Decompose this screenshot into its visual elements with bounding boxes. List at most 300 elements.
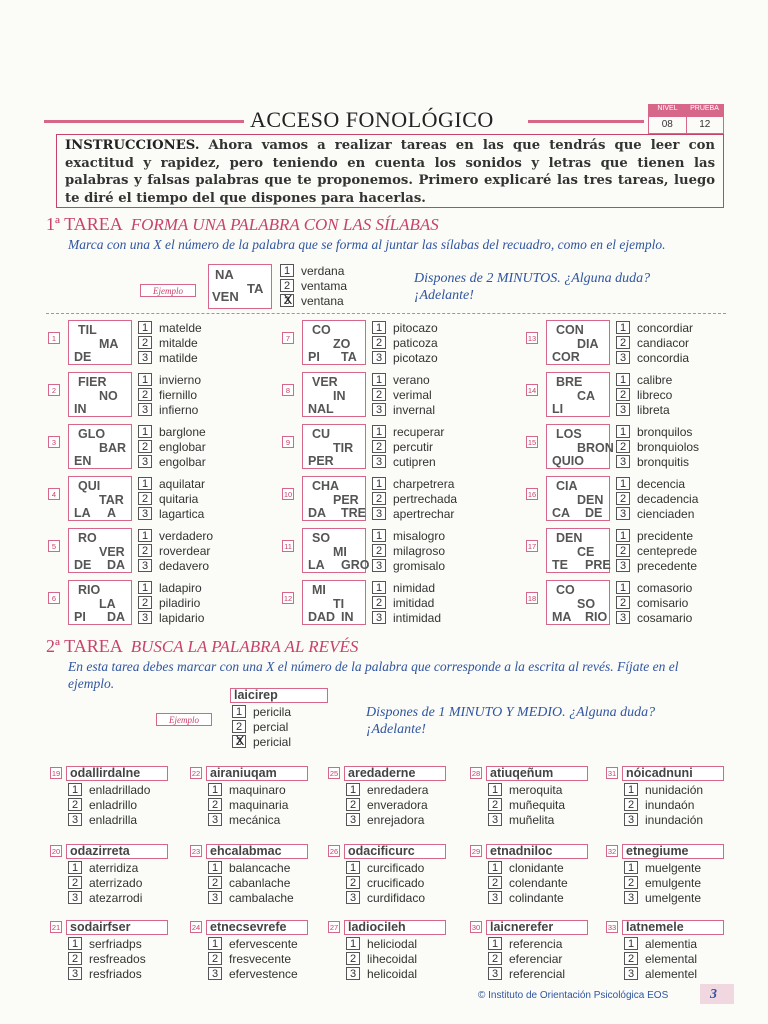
answer-option[interactable] <box>346 812 424 827</box>
answer-option[interactable] <box>624 860 701 875</box>
page-title: ACCESO FONOLÓGICO <box>250 107 494 132</box>
option-checkbox[interactable]: 2 <box>624 798 638 811</box>
option-checkbox[interactable]: 2 <box>138 388 152 401</box>
option-text: clonidante <box>509 860 564 875</box>
answer-option[interactable] <box>624 890 701 905</box>
answer-option[interactable] <box>280 293 344 308</box>
syllable: VER <box>99 545 125 559</box>
answer-option[interactable] <box>372 543 445 558</box>
option-checkbox[interactable]: 1 <box>346 937 360 950</box>
answer-option[interactable] <box>138 387 197 402</box>
option-checkbox[interactable]: 3 <box>346 891 360 904</box>
answer-option[interactable] <box>280 263 344 278</box>
answer-option[interactable] <box>346 890 425 905</box>
option-checkbox[interactable]: 3 <box>138 351 152 364</box>
option-checkbox[interactable]: 2 <box>138 596 152 609</box>
option-text: cienciaden <box>637 506 695 521</box>
option-text: invernal <box>393 402 436 417</box>
option-checkbox[interactable]: 3 <box>616 611 630 624</box>
question-number: 29 <box>471 847 481 856</box>
syllable-box <box>68 372 132 417</box>
syllable: TIR <box>333 441 354 455</box>
option-checkbox[interactable]: 2 <box>372 492 386 505</box>
option-checkbox[interactable]: 1 <box>624 783 638 796</box>
option-checkbox[interactable]: 3 <box>346 967 360 980</box>
answer-option[interactable] <box>488 812 554 827</box>
option-text: pitocazo <box>393 320 438 335</box>
answer-option[interactable] <box>208 890 294 905</box>
answer-option[interactable] <box>138 476 205 491</box>
answer-option[interactable] <box>208 875 290 890</box>
option-checkbox[interactable]: 3 <box>68 813 82 826</box>
option-checkbox[interactable]: 3 <box>208 813 222 826</box>
option-checkbox[interactable]: 3 <box>208 891 222 904</box>
option-text: emulgente <box>645 875 702 890</box>
option-checkbox[interactable]: 1 <box>372 425 386 438</box>
answer-option[interactable] <box>138 402 198 417</box>
option-text: crucificado <box>367 875 425 890</box>
tarea1-time-line1: Dispones de 2 MINUTOS. ¿Alguna duda? <box>414 271 651 286</box>
option-checkbox[interactable]: 1 <box>232 705 246 718</box>
answer-option[interactable] <box>280 278 347 293</box>
option-checkbox[interactable]: 2 <box>208 876 222 889</box>
answer-option[interactable] <box>616 424 692 439</box>
answer-option[interactable] <box>372 372 430 387</box>
answer-option[interactable] <box>138 320 202 335</box>
option-checkbox[interactable]: 1 <box>624 861 638 874</box>
answer-option[interactable] <box>372 454 436 469</box>
option-checkbox[interactable]: 1 <box>280 264 294 277</box>
option-checkbox[interactable]: 2 <box>68 952 82 965</box>
option-text: mecánica <box>229 812 281 827</box>
syllable: DE <box>585 506 603 520</box>
answer-option[interactable] <box>616 610 692 625</box>
answer-option[interactable] <box>138 439 206 454</box>
option-checkbox[interactable]: 3 <box>372 351 386 364</box>
answer-option[interactable] <box>372 610 441 625</box>
answer-option[interactable] <box>138 335 198 350</box>
answer-option[interactable] <box>624 966 697 981</box>
option-checkbox[interactable]: 3 X <box>232 735 246 748</box>
syllable-box <box>546 424 614 469</box>
answer-option[interactable] <box>616 491 698 506</box>
option-checkbox[interactable]: 3 <box>488 967 502 980</box>
option-checkbox[interactable]: 1 <box>138 529 152 542</box>
option-checkbox[interactable]: 1 <box>138 581 152 594</box>
option-checkbox[interactable]: 3 <box>616 403 630 416</box>
answer-option[interactable] <box>138 491 198 506</box>
answer-option[interactable] <box>68 812 137 827</box>
syllable: EN <box>74 454 92 468</box>
option-checkbox[interactable]: 3 <box>624 967 638 980</box>
answer-option[interactable] <box>624 936 697 951</box>
syllable-box <box>302 580 366 625</box>
option-checkbox[interactable]: 3 <box>346 813 360 826</box>
syllable: CA <box>577 389 596 403</box>
answer-option[interactable] <box>372 424 444 439</box>
answer-option[interactable] <box>138 372 201 387</box>
option-checkbox[interactable]: 3 <box>138 403 152 416</box>
reversed-word-box: ladiociIeh <box>344 920 446 935</box>
option-text: intimidad <box>393 610 442 625</box>
tarea2-description: En esta tarea debes marcar con una X el número de la palabra que corresponde a la escrita al revés. Fíjate en el ejemplo. <box>68 659 679 691</box>
answer-option[interactable] <box>346 951 417 966</box>
option-checkbox[interactable]: 2 <box>232 720 246 733</box>
option-checkbox[interactable]: 1 <box>68 861 82 874</box>
syllable-box <box>302 424 366 469</box>
option-checkbox[interactable]: 3 <box>488 813 502 826</box>
option-checkbox[interactable]: 3 <box>624 891 638 904</box>
option-checkbox[interactable]: 1 <box>624 937 638 950</box>
answer-option[interactable] <box>208 966 298 981</box>
answer-option[interactable] <box>372 506 454 521</box>
option-checkbox[interactable]: 3 <box>616 455 630 468</box>
option-checkbox[interactable]: 3 <box>372 559 386 572</box>
answer-option[interactable] <box>624 797 694 812</box>
question-number: 28 <box>471 769 481 778</box>
option-checkbox[interactable]: 3 <box>616 559 630 572</box>
answer-option[interactable] <box>208 936 298 951</box>
answer-option[interactable] <box>488 797 565 812</box>
syllable: TI <box>333 597 345 611</box>
option-text: heliciodal <box>367 936 418 951</box>
answer-option[interactable] <box>68 860 138 875</box>
answer-option[interactable] <box>616 506 694 521</box>
answer-option[interactable] <box>346 782 428 797</box>
option-text: concordiar <box>637 320 694 335</box>
syllable-box <box>302 320 366 365</box>
answer-option[interactable] <box>138 424 206 439</box>
answer-option[interactable] <box>68 875 142 890</box>
option-checkbox[interactable]: 1 <box>68 937 82 950</box>
option-checkbox[interactable]: 1 <box>616 477 630 490</box>
option-checkbox[interactable]: 3 <box>372 403 386 416</box>
answer-option[interactable] <box>616 320 693 335</box>
answer-option[interactable] <box>138 506 204 521</box>
option-checkbox[interactable]: 3 <box>208 967 222 980</box>
answer-option[interactable] <box>68 936 142 951</box>
option-checkbox[interactable]: 1 <box>138 477 152 490</box>
option-checkbox[interactable]: 3 <box>138 559 152 572</box>
reversed-word-box: laicnerefer <box>486 920 588 935</box>
option-checkbox[interactable]: 2 <box>616 544 630 557</box>
tarea1-time-note <box>414 270 650 304</box>
option-text: elemental <box>645 951 698 966</box>
option-checkbox[interactable]: 2 <box>372 596 386 609</box>
syllable: CHA <box>312 479 340 493</box>
option-checkbox[interactable]: 1 <box>488 937 502 950</box>
answer-option[interactable] <box>624 812 703 827</box>
syllable: TA <box>247 281 264 296</box>
option-text: cosamario <box>637 610 693 625</box>
answer-option[interactable] <box>68 951 146 966</box>
option-checkbox[interactable]: 3 <box>616 507 630 520</box>
option-text: enrejadora <box>367 812 425 827</box>
question-number: 15 <box>527 438 537 447</box>
answer-option[interactable] <box>208 812 280 827</box>
syllable-box <box>68 424 132 469</box>
answer-option[interactable] <box>616 454 689 469</box>
answer-option[interactable] <box>68 966 142 981</box>
option-checkbox[interactable]: 2 <box>616 388 630 401</box>
option-text: ladapiro <box>159 580 202 595</box>
option-checkbox[interactable]: 2 <box>488 876 502 889</box>
option-checkbox[interactable]: 2 <box>208 798 222 811</box>
answer-option[interactable] <box>624 951 697 966</box>
option-text: libreco <box>637 387 673 402</box>
option-checkbox[interactable]: 2 <box>616 440 630 453</box>
question-number: 23 <box>191 847 201 856</box>
answer-option[interactable] <box>488 875 568 890</box>
reversed-word-box: ehcalabmac <box>206 844 308 859</box>
option-checkbox[interactable]: 2 <box>488 952 502 965</box>
option-checkbox[interactable]: 3 X <box>280 294 294 307</box>
question-number: 18 <box>527 594 537 603</box>
syllable: ZO <box>333 337 351 351</box>
answer-option[interactable] <box>138 558 209 573</box>
syllable: LA <box>74 506 91 520</box>
option-checkbox[interactable]: 2 <box>138 544 152 557</box>
option-text: cambalache <box>229 890 294 905</box>
answer-option[interactable] <box>372 335 438 350</box>
answer-option[interactable] <box>372 595 434 610</box>
option-checkbox[interactable]: 1 <box>372 373 386 386</box>
answer-option[interactable] <box>372 491 457 506</box>
option-text: muñequita <box>509 797 566 812</box>
answer-option[interactable] <box>372 350 438 365</box>
answer-option[interactable] <box>372 528 445 543</box>
answer-option[interactable] <box>232 719 288 734</box>
option-text: bronquilos <box>637 424 693 439</box>
answer-option[interactable] <box>488 936 562 951</box>
syllable: QUI <box>78 479 101 493</box>
answer-option[interactable] <box>372 558 445 573</box>
option-checkbox[interactable]: 1 <box>488 783 502 796</box>
option-checkbox[interactable]: 1 <box>616 373 630 386</box>
answer-option[interactable] <box>346 860 424 875</box>
option-text: dedavero <box>159 558 210 573</box>
syllable: PER <box>308 454 334 468</box>
option-text: invierno <box>159 372 202 387</box>
option-checkbox[interactable]: 3 <box>68 967 82 980</box>
syllable: DA <box>107 610 126 624</box>
option-checkbox[interactable]: 2 <box>372 388 386 401</box>
option-checkbox[interactable]: 2 <box>616 596 630 609</box>
answer-option[interactable] <box>488 890 564 905</box>
reversed-word-box: laicirep <box>230 688 328 703</box>
option-checkbox[interactable]: 2 <box>138 440 152 453</box>
syllable: DEN <box>556 531 583 545</box>
instructions-box <box>56 134 724 208</box>
option-text: mitalde <box>159 335 198 350</box>
option-checkbox[interactable]: 1 <box>372 581 386 594</box>
option-checkbox[interactable]: 2 <box>616 492 630 505</box>
option-checkbox[interactable]: 2 <box>138 336 152 349</box>
syllable: MI <box>333 545 347 559</box>
option-checkbox[interactable]: 1 <box>616 321 630 334</box>
answer-option[interactable] <box>138 610 204 625</box>
answer-option[interactable] <box>616 595 688 610</box>
option-checkbox[interactable]: 1 <box>372 529 386 542</box>
option-checkbox[interactable]: 1 <box>208 783 222 796</box>
answer-option[interactable] <box>488 860 564 875</box>
option-checkbox[interactable]: 2 <box>616 336 630 349</box>
level-box <box>648 104 724 134</box>
option-checkbox[interactable]: 1 <box>616 425 630 438</box>
answer-option[interactable] <box>488 782 562 797</box>
option-checkbox[interactable]: 2 <box>68 876 82 889</box>
answer-option[interactable] <box>346 875 424 890</box>
answer-option[interactable] <box>616 335 689 350</box>
option-checkbox[interactable]: 1 <box>616 581 630 594</box>
option-checkbox[interactable]: 2 <box>346 798 360 811</box>
option-checkbox[interactable]: 3 <box>138 611 152 624</box>
option-checkbox[interactable]: 2 <box>346 952 360 965</box>
option-text: recuperar <box>393 424 445 439</box>
option-text: concordia <box>637 350 690 365</box>
question-number: 19 <box>51 769 61 778</box>
syllable-box <box>68 528 132 573</box>
answer-option[interactable] <box>616 439 699 454</box>
option-checkbox[interactable]: 2 <box>372 336 386 349</box>
answer-option[interactable] <box>616 350 689 365</box>
tarea2-number: 2ª TAREA <box>46 636 123 656</box>
syllable: SO <box>577 597 596 611</box>
answer-option[interactable] <box>488 966 565 981</box>
option-checkbox[interactable]: 1 <box>138 425 152 438</box>
option-checkbox[interactable]: 2 <box>138 492 152 505</box>
answer-option[interactable] <box>138 350 198 365</box>
answer-option[interactable] <box>372 387 432 402</box>
syllable: GRO <box>341 558 370 572</box>
option-checkbox[interactable]: 1 <box>488 861 502 874</box>
answer-option[interactable] <box>616 543 697 558</box>
reversed-word-box: sodairfser <box>66 920 168 935</box>
answer-option[interactable] <box>68 782 150 797</box>
option-text: efervescente <box>229 936 298 951</box>
answer-option[interactable] <box>346 966 417 981</box>
answer-option[interactable] <box>138 454 206 469</box>
tarea1-description: Marca con una X el número de la palabra que se forma al juntar las sílabas del recuadro, como en el ejemplo. <box>68 237 666 252</box>
option-checkbox[interactable]: 2 <box>372 440 386 453</box>
answer-option[interactable] <box>372 320 438 335</box>
option-checkbox[interactable]: 1 <box>616 529 630 542</box>
option-checkbox[interactable]: 3 <box>372 507 386 520</box>
option-checkbox[interactable]: 1 <box>138 373 152 386</box>
syllable: CU <box>312 427 331 441</box>
option-checkbox[interactable]: 1 <box>346 861 360 874</box>
syllable: MA <box>552 610 572 624</box>
option-checkbox[interactable]: 1 <box>208 861 222 874</box>
answer-option[interactable] <box>372 476 454 491</box>
answer-option[interactable] <box>616 476 685 491</box>
answer-option[interactable] <box>346 936 417 951</box>
syllable: RO <box>78 531 97 545</box>
syllable: SO <box>312 531 331 545</box>
answer-option[interactable] <box>232 734 291 749</box>
option-checkbox[interactable]: 2 <box>372 544 386 557</box>
question-number: 16 <box>527 490 537 499</box>
option-text: maquinaria <box>229 797 289 812</box>
option-text: efervestence <box>229 966 298 981</box>
option-checkbox[interactable]: 1 <box>372 477 386 490</box>
answer-option[interactable] <box>138 595 200 610</box>
option-checkbox[interactable]: 3 <box>616 351 630 364</box>
option-text: picotazo <box>393 350 438 365</box>
option-text: inundaón <box>645 797 695 812</box>
answer-option[interactable] <box>488 951 562 966</box>
option-checkbox[interactable]: 1 <box>68 783 82 796</box>
answer-option[interactable] <box>138 528 213 543</box>
option-text: enladrillo <box>89 797 138 812</box>
answer-option[interactable] <box>208 782 286 797</box>
option-checkbox[interactable]: 3 <box>372 455 386 468</box>
option-checkbox[interactable]: 1 <box>138 321 152 334</box>
answer-option[interactable] <box>68 890 142 905</box>
reversed-word-box: atiuqeñum <box>486 766 588 781</box>
tarea1-number: 1ª TAREA <box>46 214 123 234</box>
option-checkbox[interactable]: 3 <box>68 891 82 904</box>
answer-option[interactable] <box>616 387 672 402</box>
option-checkbox[interactable]: 2 <box>208 952 222 965</box>
option-checkbox[interactable]: 2 <box>624 876 638 889</box>
option-checkbox[interactable]: 3 <box>624 813 638 826</box>
answer-option[interactable] <box>372 580 435 595</box>
syllable: GLO <box>78 427 106 441</box>
question-number: 20 <box>51 847 61 856</box>
option-checkbox[interactable]: 2 <box>488 798 502 811</box>
answer-option[interactable] <box>616 372 672 387</box>
option-text: piladirio <box>159 595 201 610</box>
answer-option[interactable] <box>68 797 137 812</box>
prueba-value: 12 <box>699 119 711 130</box>
answer-option[interactable] <box>616 558 697 573</box>
answer-option[interactable] <box>616 528 693 543</box>
question-number: 13 <box>527 334 537 343</box>
option-checkbox[interactable]: 2 <box>68 798 82 811</box>
option-checkbox[interactable]: 2 <box>346 876 360 889</box>
option-text: engolbar <box>159 454 206 469</box>
answer-option[interactable] <box>138 543 210 558</box>
option-checkbox[interactable]: 2 <box>624 952 638 965</box>
option-text: milagroso <box>393 543 446 558</box>
answer-option[interactable] <box>616 580 692 595</box>
option-checkbox[interactable]: 3 <box>138 455 152 468</box>
option-checkbox[interactable]: 1 <box>372 321 386 334</box>
option-checkbox[interactable]: 1 <box>346 783 360 796</box>
answer-option[interactable] <box>208 797 288 812</box>
option-checkbox[interactable]: 2 <box>280 279 294 292</box>
answer-option[interactable] <box>372 402 435 417</box>
answer-option[interactable] <box>232 704 291 719</box>
option-checkbox[interactable]: 3 <box>488 891 502 904</box>
answer-option[interactable] <box>208 951 291 966</box>
answer-option[interactable] <box>208 860 290 875</box>
option-checkbox[interactable]: 3 <box>372 611 386 624</box>
syllable-box <box>546 476 610 521</box>
option-text: lagartica <box>159 506 205 521</box>
option-text: nunidación <box>645 782 704 797</box>
answer-option[interactable] <box>616 402 670 417</box>
answer-option[interactable] <box>624 875 701 890</box>
option-text: referencial <box>509 966 566 981</box>
answer-option[interactable] <box>624 782 703 797</box>
option-checkbox[interactable]: 1 <box>208 937 222 950</box>
answer-option[interactable] <box>346 797 428 812</box>
answer-option[interactable] <box>138 580 202 595</box>
option-checkbox[interactable]: 3 <box>138 507 152 520</box>
answer-option[interactable] <box>372 439 433 454</box>
